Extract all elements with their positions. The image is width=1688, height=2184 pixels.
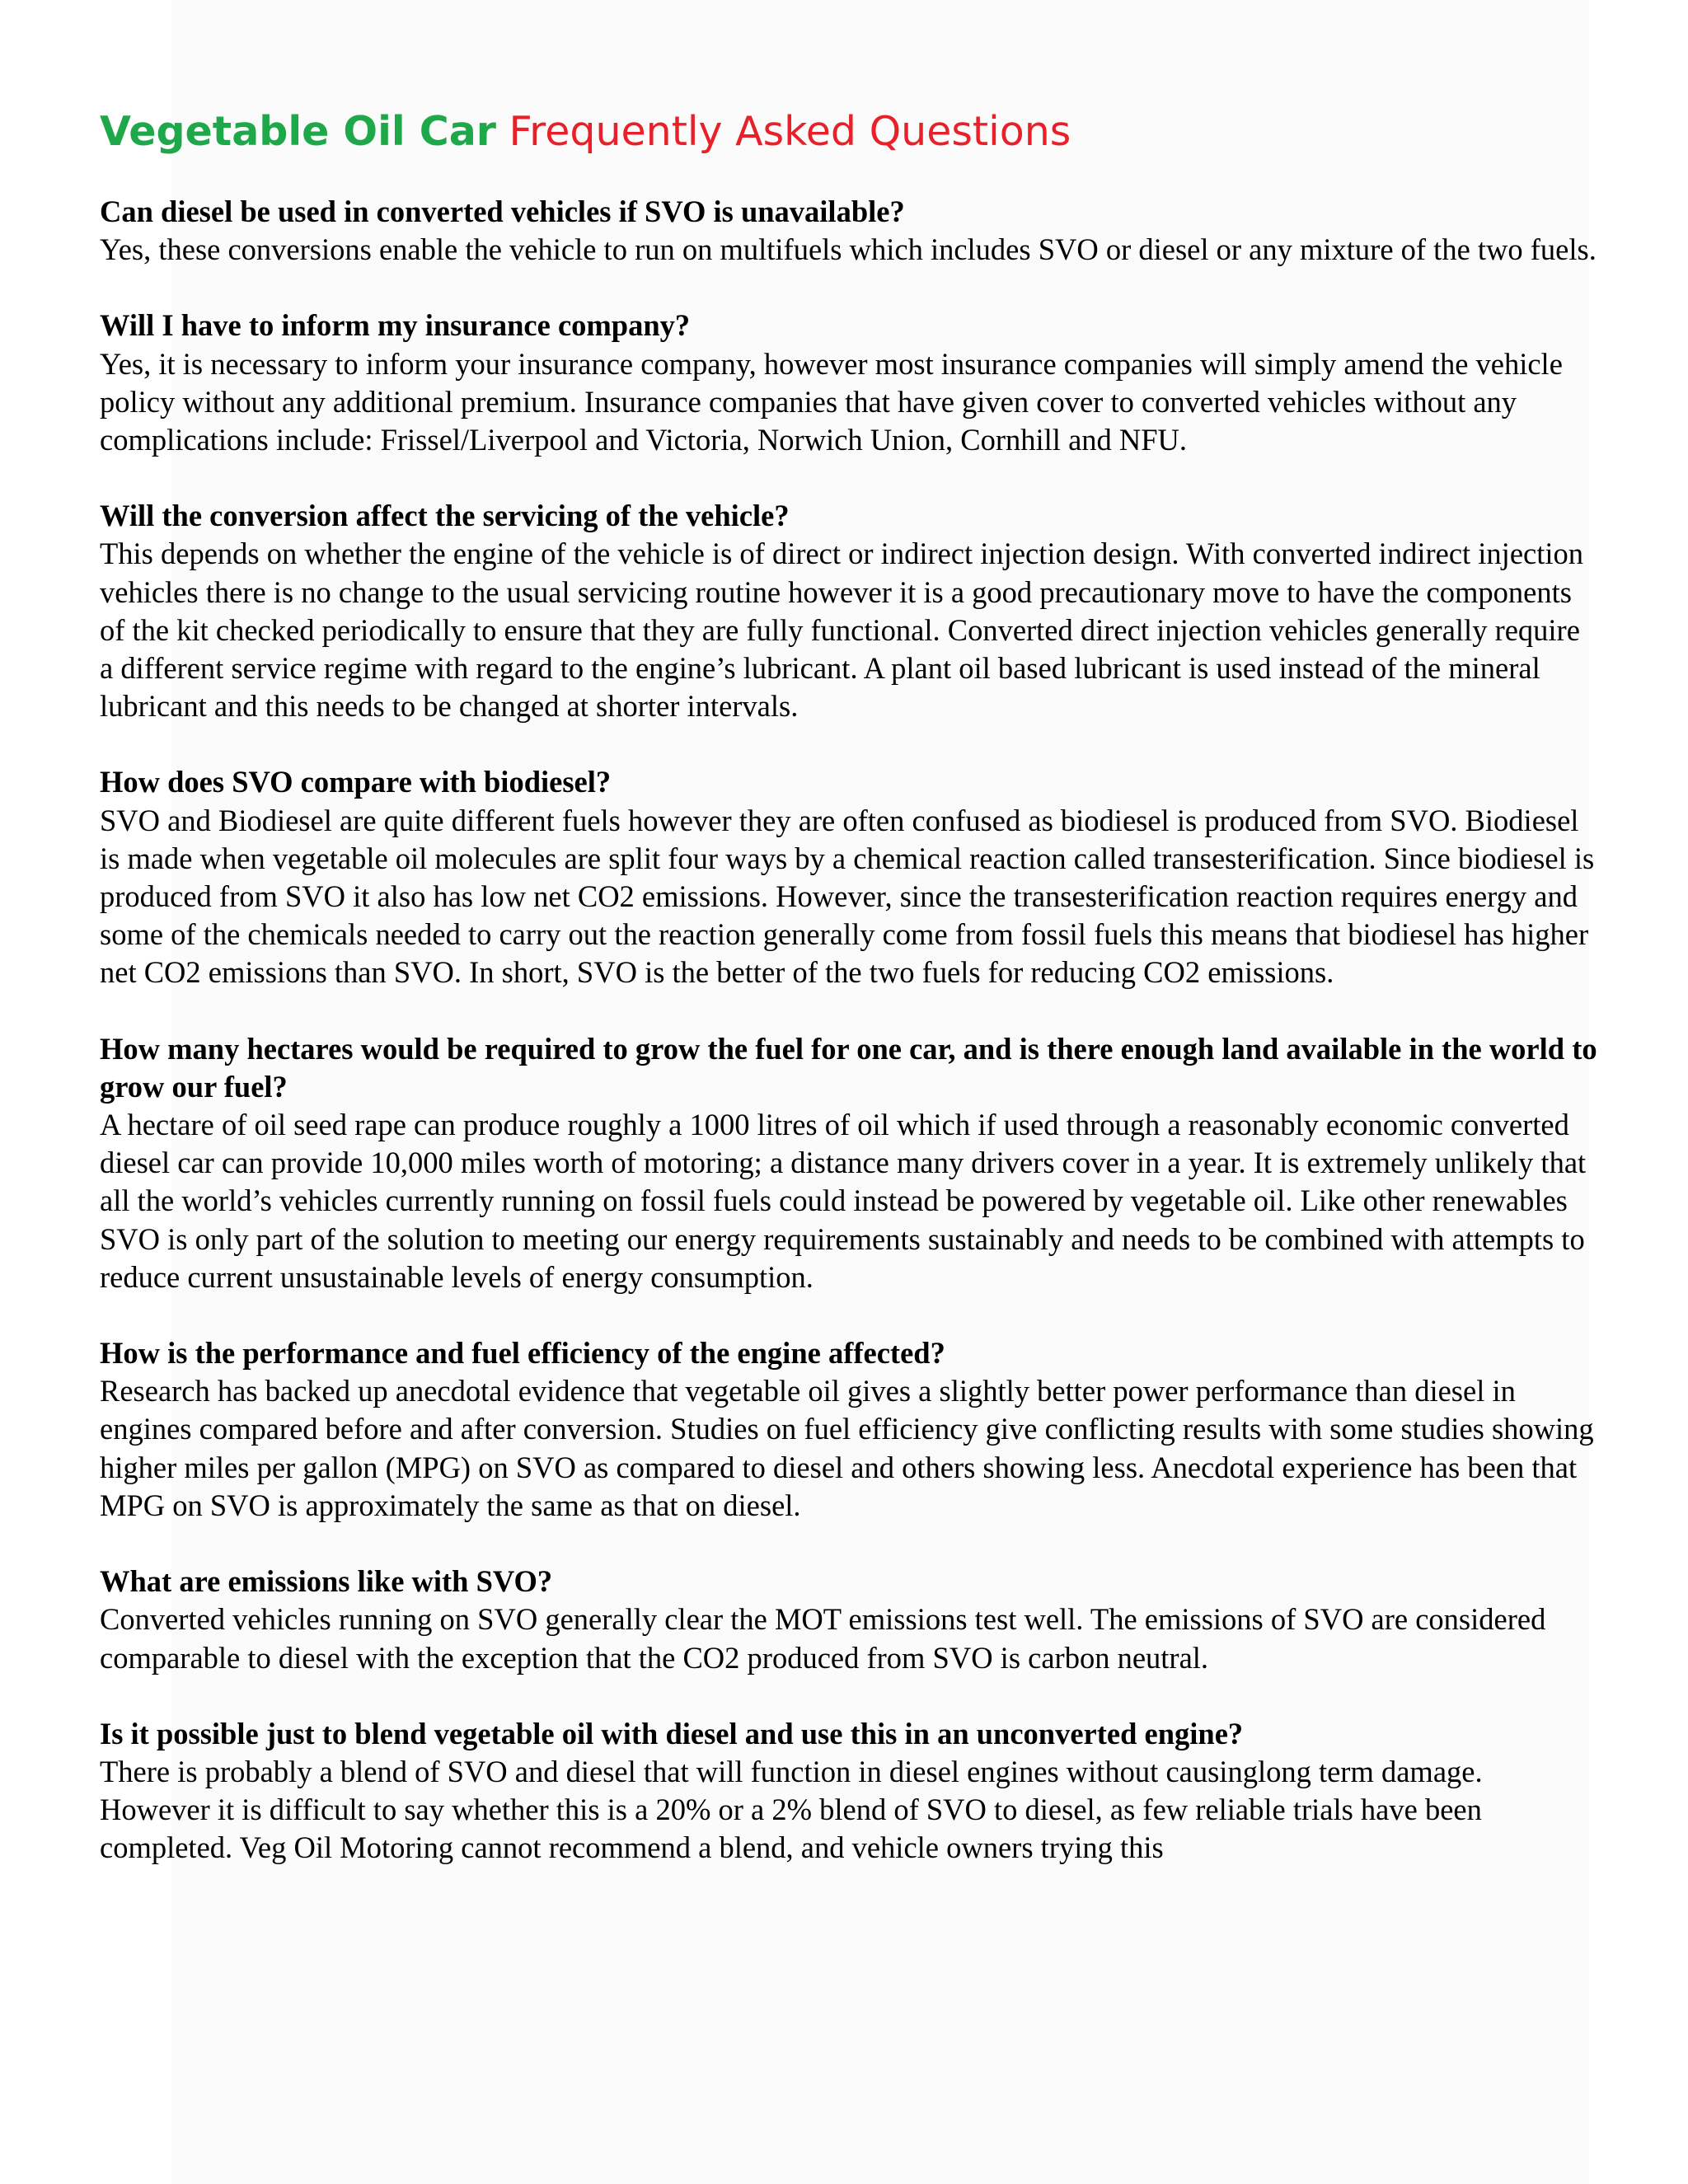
faq-question: Will I have to inform my insurance company?	[100, 308, 691, 343]
faq-question: How many hectares would be required to grow the fuel for one car, and is there enough land available in the world to grow our fuel?	[100, 1031, 1597, 1104]
faq-question: How does SVO compare with biodiesel?	[100, 765, 612, 799]
title-red-part: Frequently Asked Questions	[509, 108, 1071, 155]
faq-question: Is it possible just to blend vegetable oil with diesel and use this in an unconverted engine?	[100, 1716, 1244, 1750]
faq-item	[100, 763, 1600, 991]
document-content	[100, 101, 1600, 1905]
faq-answer: A hectare of oil seed rape can produce roughly a 1000 litres of oil which if used through a reasonably economic converted diesel car can provide 10,000 miles worth of motoring; a distance many drivers cover in a year. It is extremely unlikely that all the world’s vehicles currently running on fossil fuels could instead be powered by vegetable oil. Like other renewables SVO is only part of the solution to meeting our energy requirements sustainably and needs to be combined with attempts to reduce current unsustainable levels of energy consumption.	[100, 1108, 1587, 1294]
faq-answer: This depends on whether the engine of the vehicle is of direct or indirect injection design. With converted indirect injection vehicles there is no change to the usual servicing routine however it is a good precautionary move to have the components of the kit checked periodically to ensure that they are fully functional. Converted direct injection vehicles generally require a different service regime with regard to the engine’s lubricant. A plant oil based lubricant is used instead of the mineral lubricant and this needs to be changed at shorter intervals.	[100, 537, 1583, 724]
faq-answer: SVO and Biodiesel are quite different fuels however they are often confused as biodiesel is produced from SVO. Biodiesel is made when vegetable oil molecules are split four ways by a chemical reaction called transesterification. Since biodiesel is produced from SVO it also has low net CO2 emissions. However, since the transesterification reaction requires energy and some of the chemicals needed to carry out the reaction generally come from fossil fuels this means that biodiesel has higher net CO2 emissions than SVO. In short, SVO is the better of the two fuels for reducing CO2 emissions.	[100, 803, 1595, 990]
faq-item	[100, 307, 1600, 459]
faq-item	[100, 1334, 1600, 1525]
faq-question: What are emissions like with SVO?	[100, 1564, 553, 1599]
faq-question: How is the performance and fuel efficiency of the engine affected?	[100, 1336, 945, 1371]
title-green-part: Vegetable Oil Car	[100, 108, 496, 155]
page-title	[100, 101, 1600, 163]
faq-answer: Research has backed up anecdotal evidence that vegetable oil gives a slightly better power performance than diesel in engines compared before and after conversion. Studies on fuel efficiency give conflicting results with some studies showing higher miles per gallon (MPG) on SVO as compared to diesel and others showing less. Anecdotal experience has been that MPG on SVO is approximately the same as that on diesel.	[100, 1374, 1594, 1522]
faq-item	[100, 497, 1600, 725]
faq-answer: Yes, these conversions enable the vehicle to run on multifuels which includes SVO or diesel or any mixture of the two fuels.	[100, 232, 1597, 267]
faq-question: Can diesel be used in converted vehicles if SVO is unavailable?	[100, 194, 905, 228]
faq-item	[100, 1563, 1600, 1677]
faq-answer: There is probably a blend of SVO and diesel that will function in diesel engines without causinglong term damage. However it is difficult to say whether this is a 20% or a 2% blend of SVO to diesel, as few reliable trials have been completed. Veg Oil Motoring cannot recommend a blend, and vehicle owners trying this	[100, 1754, 1483, 1865]
faq-item	[100, 1030, 1600, 1296]
faq-item	[100, 193, 1600, 269]
faq-answer: Converted vehicles running on SVO generally clear the MOT emissions test well. The emissions of SVO are considered comparable to diesel with the exception that the CO2 produced from SVO is carbon neutral.	[100, 1602, 1546, 1675]
faq-item	[100, 1715, 1600, 1868]
faq-question: Will the conversion affect the servicing of the vehicle?	[100, 499, 790, 533]
faq-answer: Yes, it is necessary to inform your insurance company, however most insurance companies will simply amend the vehicle policy without any additional premium. Insurance companies that have given cover to converted vehicles without any complications include: Frissel/Liverpool and Victoria, Norwich Union, Cornhill and NFU.	[100, 346, 1563, 457]
